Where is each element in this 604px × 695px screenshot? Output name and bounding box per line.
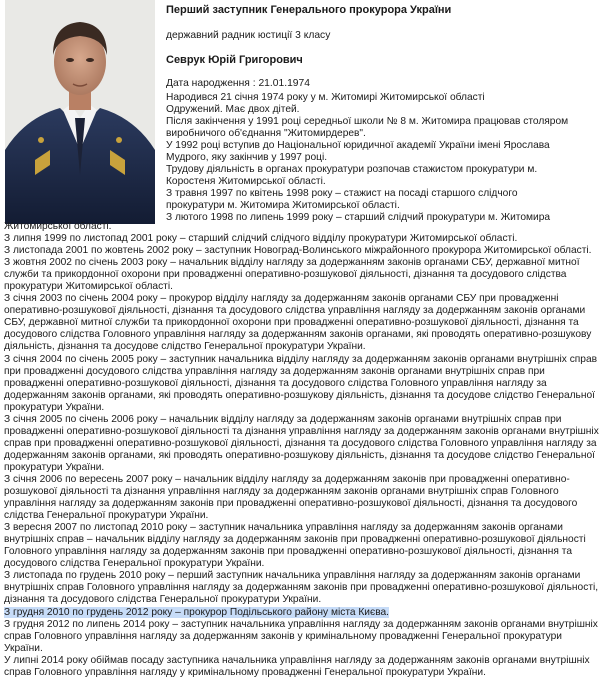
career-entry (4, 522, 602, 570)
portrait-image (5, 0, 155, 224)
career-entry (4, 293, 602, 353)
career-entry (4, 474, 602, 522)
career-entry (4, 257, 602, 293)
bio-line: прокуратури м. Житомира Житомирської області. (166, 200, 400, 212)
bio-line: Народився 21 січня 1974 року у м. Житомирі Житомирської області (166, 92, 485, 103)
career-entry (4, 570, 602, 606)
career-entry-text: У липні 2014 року обіймав посаду заступника начальника управління нагляду за додержанням законів органами внутрішніх справ Головного управління нагляду у кримінальному провадженні Генеральної прокуратури України. (4, 654, 590, 678)
career-entry (4, 245, 602, 257)
position-title: Перший заступник Генерального прокурора України (166, 4, 452, 16)
career-entry-text: З грудня 2012 по липень 2014 року – заступник начальника управління нагляду за додержанням законів органами внутрішніх справ Головного управління нагляду за додержанням законів у кримінальному провадженні Генеральної прокуратури України. (4, 618, 598, 654)
career-entry-text: З листопада 2001 по жовтень 2002 року – заступник Новоград-Волинського міжрайонного прокурора Житомирської області. (4, 245, 592, 257)
biography-intro (166, 92, 596, 225)
career-entry-text: З січня 2004 по січень 2005 року – заступник начальника відділу нагляду за додержанням законів органами внутрішніх справ при провадженні досудового слідства управління нагляду за додержанням законів органами внутрішніх справ при провадженні оперативно-розшукової діяльності, дізнання та досудового слідства Головного управління нагляду за додержанням законів органами, які проводять оперативно-розшукову діяльність, дізнання та досудове слідство Генеральної прокуратури України. (4, 353, 598, 413)
career-entry (4, 619, 602, 655)
career-entry-text: З жовтня 2002 по січень 2003 року – начальник відділу нагляду за додержанням законів органами СБУ, державної митної служби та прикордонної охорони при провадженні оперативно-розшукової діяльності, дізнання та досудового слідства прокуратури Житомирської області. (4, 257, 580, 293)
career-entry (4, 655, 602, 679)
bio-line: Мудрого, яку закінчив у 1997 році. (166, 152, 328, 164)
bio-line: З травня 1997 по квітень 1998 року – стажист на посаді старшого слідчого (166, 188, 518, 200)
career-entry-text: З січня 2006 по вересень 2007 року – начальник відділу нагляду за додержанням законів при провадженні оперативно-розшукової діяльності та дізнання управління нагляду за додержанням законів органами внутрішніх справ Головного управління нагляду за додержанням законів при провадженні оперативно-розшукової діяльності, дізнання та досудового слідства Генеральної прокуратури України. (4, 473, 578, 522)
career-entry-text: З січня 2005 по січень 2006 року – начальник відділу нагляду за додержанням законів органами внутрішніх справ при провадженні оперативно-розшукової діяльності та дізнання управління нагляду за додержанням законів органами внутрішніх справ при провадженні оперативно-розшукової діяльності, дізнання та досудового слідства Головного управління нагляду за додержанням законів органами, які проводять оперативно-розшукову діяльність, дізнання та досудове слідство Генеральної прокуратури України. (4, 413, 599, 473)
career-entry-text: Житомирської області. (4, 221, 112, 232)
bio-line: Трудову діяльність в органах прокуратури розпочав стажистом прокуратури м. (166, 164, 538, 176)
career-history (4, 221, 602, 679)
career-entry (4, 414, 602, 474)
bio-line: Коростеня Житомирської області. (166, 176, 326, 188)
portrait-photo (5, 0, 155, 224)
career-entry (4, 233, 602, 245)
date-of-birth: Дата народження : 21.01.1974 (166, 78, 310, 90)
career-entry-text: З грудня 2010 по грудень 2012 року – прокурор Подільського району міста Києва. (4, 606, 389, 618)
person-name: Севрук Юрій Григорович (166, 54, 303, 67)
career-entry-text: З липня 1999 по листопад 2001 року – старший слідчий слідчого відділу прокуратури Житомирської області. (4, 233, 518, 245)
career-entry-text: З листопада по грудень 2010 року – перший заступник начальника управління нагляду за додержанням законів органами внутрішніх справ Головного управління нагляду за додержанням законів при провадженні оперативно-розшукової діяльності, дізнання та досудового слідства Генеральної прокуратури України. (4, 570, 599, 606)
career-entry (4, 354, 602, 414)
bio-line: З лютого 1998 по липень 1999 року – старший слідчий прокуратури м. Житомира (166, 212, 551, 224)
career-entry (4, 607, 602, 619)
rank: державний радник юстиції 3 класу (166, 30, 331, 41)
career-entry (4, 221, 602, 233)
bio-line: виробничого об'єднання "Житомирдерев". (166, 128, 366, 140)
bio-line: У 1992 році вступив до Національної юридичної академії України імені Ярослава (166, 140, 550, 152)
career-entry-text: З січня 2003 по січень 2004 року – прокурор відділу нагляду за додержанням законів органами СБУ при провадженні оперативно-розшукової діяльності, дізнання та досудового слідства управління нагляду за додержанням законів органами СБУ, державної митної служби та прикордонної охорони при провадженні оперативно-розшукової діяльності, дізнання та досудового слідства Головного управління нагляду за додержанням законів органами, які проводять оперативно-розшукову діяльність, дізнання та досудове слідство Генеральної прокуратури України. (4, 293, 592, 353)
bio-line: Одружений. Має двох дітей. (166, 104, 300, 116)
profile-header (166, 0, 596, 90)
career-entry-text: З вересня 2007 по листопад 2010 року – заступник начальника управління нагляду за додержанням законів органами внутрішніх справ – начальник відділу нагляду за додержанням законів при провадженні оперативно-розшукової діяльності Головного управління нагляду за додержанням законів при провадженні оперативно-розшукової діяльності, дізнання та досудового слідства Генеральної прокуратури України. (4, 522, 586, 570)
bio-line: Після закінчення у 1991 році середньої школи № 8 м. Житомира працював столяром (166, 116, 569, 128)
